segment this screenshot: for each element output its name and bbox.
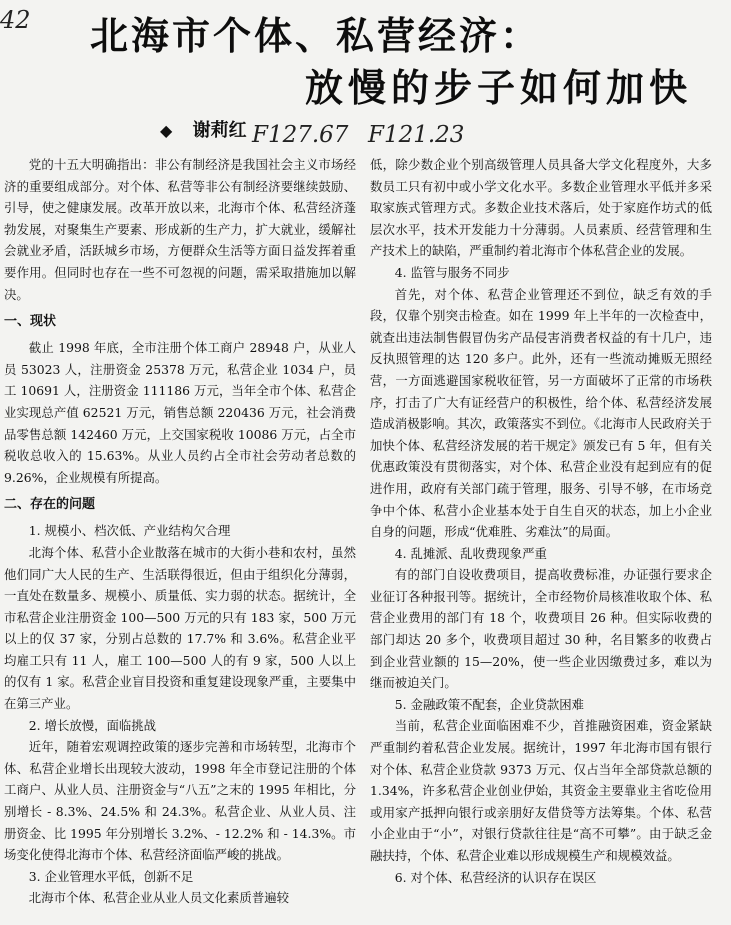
- status-paragraph: 截止 1998 年底，全市注册个体工商户 28948 户，从业人员 53023 人，注册资金 25378 万元，私营企业 1034 户，员工 10691 人，注册资金 111186 万元，当年全市个体、私营企业实现总产值 62521 万元，销售总额 220436 万元，社会消费品零售总额 142460 万元，上交国家税收 10086 万元，占全市税收总收入的 15.63%。从业人员约占全市社会劳动者总数的 9.26%，企业规模有所提高。: [4, 340, 356, 485]
- body-paragraph: 首先，对个体、私营企业管理还不到位，缺乏有效的手段，仅靠个别突击检查。如在 1999 年上半年的一次检查中，就查出违法制售假冒伪劣产品侵害消费者权益的有十几户，违反执照管理的达 120 多户。此外，还有一些流动摊贩无照经营，一方面逃避国家税收征管，另一方面破坏了正常的市场秩序，打击了广大有证经营户的积极性，给个体、私营经济发展造成消极影响。其次，政策落实不到位。《北海市人民政府关于加快个体、私营经济发展的若干规定》颁发已有 5 年，但有关优惠政策没有贯彻落实，对个体、私营企业没有起到应有的促进作用，政府有关部门疏于管理，服务、引导不够，在市场竞争中个体、私营小企业基本处于自生自灭的状态，加上小企业自身的问题，形成“优难胜、劣难汰”的局面。: [370, 286, 712, 540]
- author-name: 谢莉红: [192, 120, 247, 141]
- subsection-heading: 6. 对个体、私营经济的认识存在误区: [394, 869, 597, 885]
- subsection-heading: 3. 企业管理水平低，创新不足: [28, 868, 194, 884]
- body-paragraph: 北海市个体、私营企业从业人员文化素质普遍较: [28, 890, 289, 906]
- subsection-heading: 5. 金融政策不配套，企业贷款困难: [394, 696, 585, 712]
- diamond-icon: ◆: [160, 121, 173, 140]
- body-paragraph: 近年，随着宏观调控政策的逐步完善和市场转型，北海市个体、私营企业增长出现较大波动，1998 年全市登记注册的个体工商户、从业人员、注册资金与“八五”之末的 1995 年相比，分别增长 - 8.3%、24.5% 和 24.3%。私营企业、从业人员、注册资金、比 1995 年分别增长 3.2%、- 12.2% 和 - 14.3%。市场变化使得北海市个体、私营经济面临严峻的挑战。: [4, 739, 356, 863]
- intro-paragraph: 党的十五大明确指出：非公有制经济是我国社会主义市场经济的重要组成部分。对个体、私营等非公有制经济要继续鼓励、引导，使之健康发展。改革开放以来，北海市个体、私营经济蓬勃发展，对聚集生产要素、形成新的生产力，扩大就业，缓解社会就业矛盾，活跃城乡市场，方便群众生活等方面日益发挥着重要作用。但同时也存在一些不可忽视的问题，需采取措施加以解决。: [4, 157, 356, 302]
- author-line: [160, 116, 247, 142]
- continued-paragraph: 低，除少数企业个别高级管理人员具备大学文化程度外，大多数员工只有初中或小学文化水平。多数企业管理水平低并多采取家族式管理方式。多数企业技术落后，处于家庭作坊式的低层次水平，技术开发能力十分薄弱。人员素质、经营管理和生产技术上的缺陷，严重制约着北海市个体私营企业的发展。: [370, 157, 712, 259]
- article-title: 北海市个体、私营经济：: [90, 14, 542, 58]
- class-code-2: F121.23: [368, 122, 465, 148]
- body-paragraph: 北海个体、私营小企业散落在城市的大街小巷和农村，虽然他们同广大人民的生产、生活联得很近，但由于组织化分薄弱，一直处在数量多、规模小、质量低、实力弱的状态。据统计，全市私营企业注册资金 100—500 万元的只有 183 家，500 万元以上的仅 37 家，分别占总数的 17.7% 和 3.6%。私营企业平均雇工只有 11 人，雇工 100—500 人的有 9 家，500 人以上的仅有 1 家。私营企业盲目投资和重复建设现象严重，主要集中在第三产业。: [4, 544, 356, 712]
- subsection-heading: 4. 乱摊派、乱收费现象严重: [394, 545, 547, 561]
- right-column: [370, 154, 712, 888]
- class-code-1: F127.67: [252, 122, 349, 148]
- subsection-heading: 2. 增长放慢，面临挑战: [28, 717, 157, 733]
- body-paragraph: 有的部门自设收费项目，提高收费标准，办证强行要求企业征订各种报刊等。据统计，全市经物价局核准收取个体、私营企业费用的部门有 18 个，收费项目 26 种。但实际收费的部门却达 20 多个，收费项目超过 30 种，名目繁多的收费占到企业营业额的 15—20%，使一些企业因缴费过多，难以为继而被迫关门。: [370, 567, 712, 691]
- subsection-heading: 1. 规模小、档次低、产业结构欠合理: [28, 523, 231, 539]
- body-paragraph: 当前，私营企业面临困难不少，首推融资困难，资金紧缺严重制约着私营企业发展。据统计，1997 年北海市国有银行对个体、私营企业贷款 9373 万元、仅占当年全部贷款总额的 1.34%，许多私营企业创业伊始，其资金主要靠业主省吃俭用或用家产抵押向银行或亲朋好友借贷等方法筹集。个体、私营小企业由于“小”，对银行贷款往往是“高不可攀”。由于缺乏金融扶持，个体、私营企业难以形成规模生产和规模效益。: [370, 718, 712, 863]
- left-column: [4, 154, 356, 909]
- subsection-heading: 4. 监管与服务不同步: [394, 264, 510, 280]
- section-heading-problems: 二、存在的问题: [4, 497, 96, 513]
- article-subtitle: 放慢的步子如何加快: [305, 66, 693, 110]
- section-heading-status: 一、现状: [4, 314, 57, 330]
- page-number: 42: [0, 6, 31, 34]
